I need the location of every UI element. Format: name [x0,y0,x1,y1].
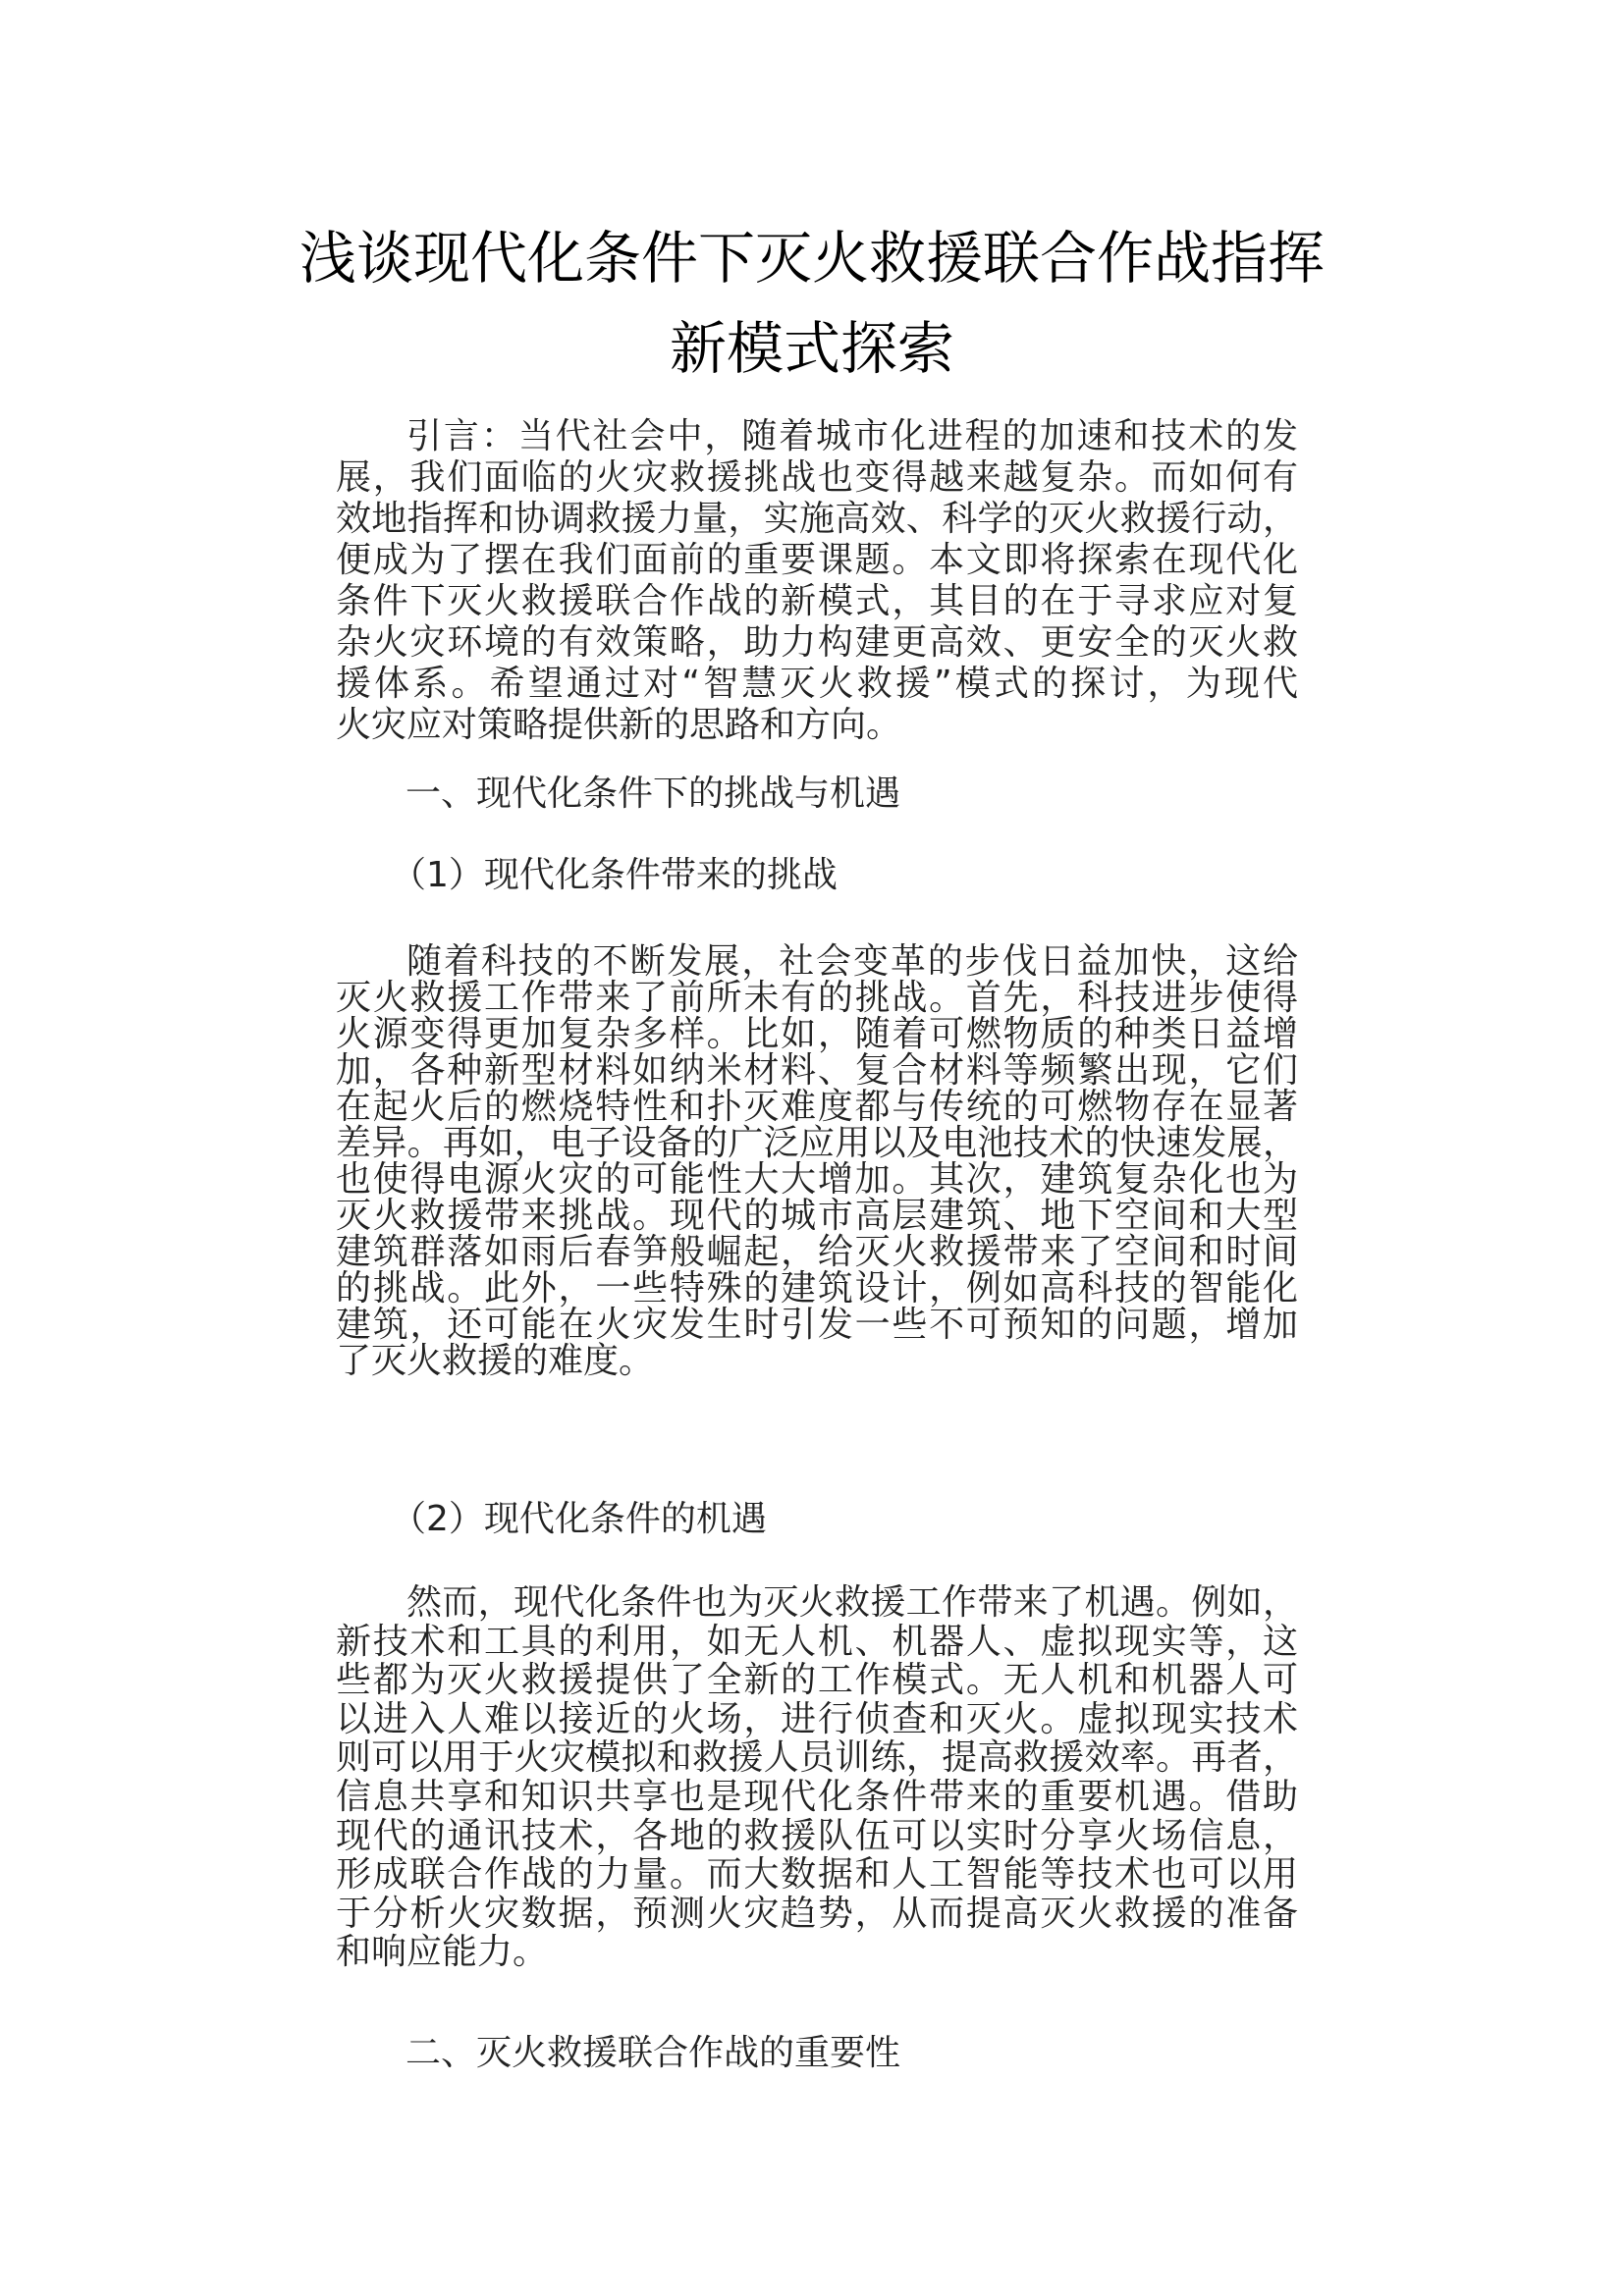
document-title-line-2: 新模式探索 [669,315,954,382]
subsection-2-heading: （2）现代化条件的机遇 [391,1499,767,1539]
paragraph-line: 些都为灭火救援提供了全新的工作模式。无人机和机器人可 [336,1660,1298,1701]
subsection-2-paragraph [336,1583,1298,1972]
paragraph-line: 新技术和工具的利用，如无人机、机器人、虚拟现实等，这 [336,1621,1298,1662]
paragraph-line: 形成联合作战的力量。而大数据和人工智能等技术也可以用 [336,1854,1298,1896]
paragraph-line: 差异。再如，电子设备的广泛应用以及电池技术的快速发展， [336,1123,1298,1163]
paragraph-line: 展，我们面临的火灾救援挑战也变得越来越复杂。而如何有 [336,457,1298,498]
paragraph-line: 便成为了摆在我们面前的重要课题。本文即将探索在现代化 [336,540,1298,580]
intro-paragraph [336,416,1298,746]
paragraph-line: 和响应能力。 [336,1932,549,1973]
paragraph-line: 的挑战。此外，一些特殊的建筑设计，例如高科技的智能化 [336,1268,1298,1308]
subsection-1-heading: （1）现代化条件带来的挑战 [391,855,838,895]
paragraph-line: 杂火灾环境的有效策略，助力构建更高效、更安全的灭火救 [336,622,1298,663]
paragraph-line: 条件下灭火救援联合作战的新模式，其目的在于寻求应对复 [336,581,1298,621]
paragraph-line: 现代的通讯技术，各地的救援队伍可以实时分享火场信息， [336,1815,1298,1856]
section-2-heading: 二、灭火救援联合作战的重要性 [406,2033,901,2073]
subsection-1-paragraph [336,943,1298,1379]
paragraph-line: 火源变得更加复杂多样。比如，随着可燃物质的种类日益增 [336,1014,1298,1054]
paragraph-line: 加，各种新型材料如纳米材料、复合材料等频繁出现，它们 [336,1050,1298,1091]
document-title-line-1: 浅谈现代化条件下灭火救援联合作战指挥 [298,225,1325,292]
paragraph-line: 效地指挥和协调救援力量，实施高效、科学的灭火救援行动， [336,499,1298,539]
paragraph-line: 于分析火灾数据，预测火灾趋势，从而提高灭火救援的准备 [336,1893,1298,1934]
section-1-heading: 一、现代化条件下的挑战与机遇 [406,774,901,814]
paragraph-line: 灭火救援工作带来了前所未有的挑战。首先，科技进步使得 [336,978,1298,1018]
paragraph-line: 则可以用于火灾模拟和救援人员训练，提高救援效率。再者， [336,1737,1298,1779]
paragraph-line: 然而，现代化条件也为灭火救援工作带来了机遇。例如， [406,1582,1298,1623]
paragraph-line: 在起火后的燃烧特性和扑灭难度都与传统的可燃物存在显著 [336,1087,1298,1127]
paragraph-line: 也使得电源火灾的可能性大大增加。其次，建筑复杂化也为 [336,1159,1298,1200]
paragraph-line: 建筑，还可能在火灾发生时引发一些不可预知的问题，增加 [336,1305,1298,1345]
paragraph-line: 火灾应对策略提供新的思路和方向。 [336,705,902,745]
paragraph-line: 引言：当代社会中，随着城市化进程的加速和技术的发 [406,416,1298,456]
paragraph-line: 建筑群落如雨后春笋般崛起，给灭火救援带来了空间和时间 [336,1232,1298,1272]
paragraph-line: 援体系。希望通过对“智慧灭火救援”模式的探讨，为现代 [336,664,1298,704]
paragraph-line: 以进入人难以接近的火场，进行侦查和灭火。虚拟现实技术 [336,1698,1298,1739]
paragraph-line: 信息共享和知识共享也是现代化条件带来的重要机遇。借助 [336,1776,1298,1817]
paragraph-line: 了灭火救援的难度。 [336,1341,655,1381]
paragraph-line: 随着科技的不断发展，社会变革的步伐日益加快，这给 [406,941,1298,982]
paragraph-line: 灭火救援带来挑战。现代的城市高层建筑、地下空间和大型 [336,1196,1298,1236]
